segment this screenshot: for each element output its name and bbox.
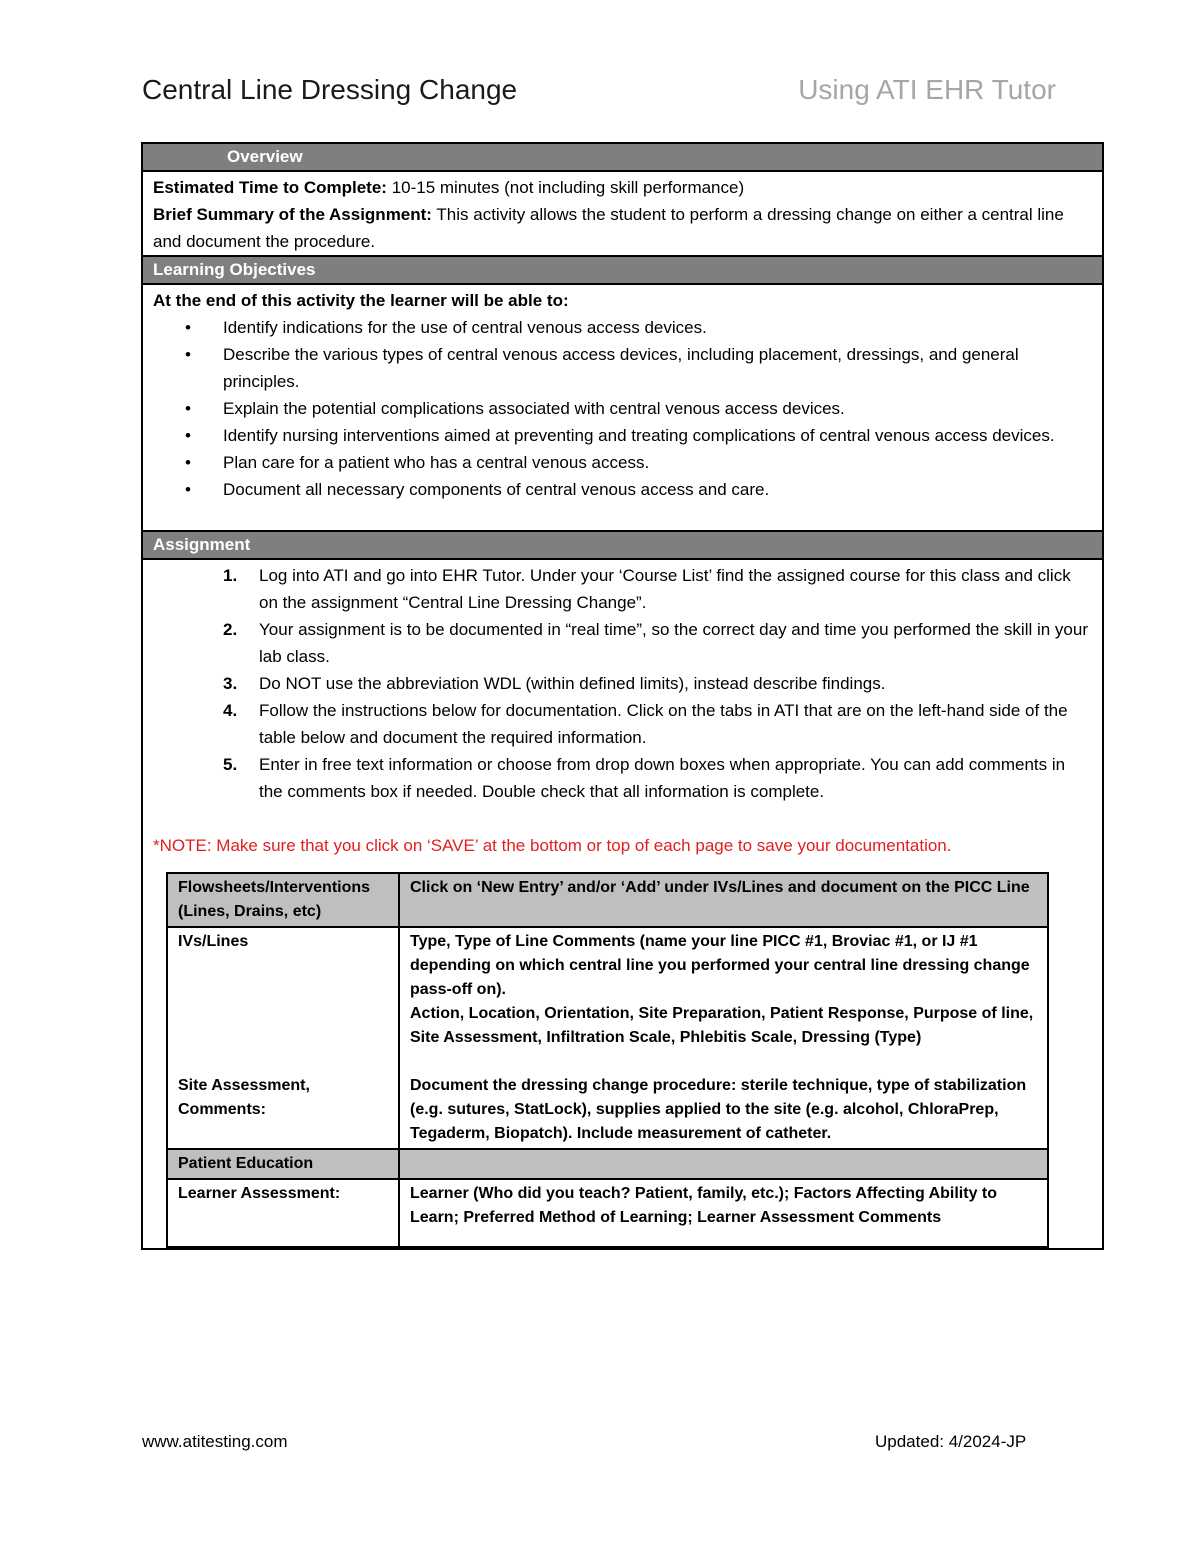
footer-updated: Updated: 4/2024-JP: [875, 1432, 1027, 1451]
save-note: *NOTE: Make sure that you click on ‘SAVE’ at the bottom or top of each page to save your documentation.: [153, 836, 952, 855]
patient-education-label: Patient Education: [167, 1149, 399, 1179]
table-row: [167, 1149, 1048, 1179]
objective-item: • Document all necessary components of central venous access and care.: [223, 476, 1092, 503]
assignment-step: Log into ATI and go into EHR Tutor. Under your ‘Course List’ find the assigned course for this class and click on the assignment “Central Line Dressing Change”.: [259, 566, 1071, 612]
documentation-table: [166, 872, 1049, 1248]
footer-website: www.atitesting.com: [142, 1432, 288, 1451]
assignment-step: Your assignment is to be documented in “real time”, so the correct day and time you performed the skill in your lab class.: [259, 620, 1088, 666]
header-left-cell: Flowsheets/Interventions (Lines, Drains, etc): [167, 873, 399, 927]
learner-assessment-text: Learner (Who did you teach? Patient, family, etc.); Factors Affecting Ability to Learn; Preferred Method of Learning; Learner Assessment Comments: [399, 1179, 1048, 1247]
document-title: Central Line Dressing Change: [142, 74, 518, 105]
ivs-lines-text-2: Action, Location, Orientation, Site Preparation, Patient Response, Purpose of line, Site Assessment, Infiltration Scale, Phlebitis Scale, Dressing (Type): [410, 1005, 1034, 1046]
site-assessment-text: Document the dressing change procedure: sterile technique, type of stabilization (e.g. sutures, StatLock), supplies applied to the site (e.g. alcohol, ChloraPrep, Tegaderm, Biopatch). Include measurement of catheter.: [410, 1077, 1027, 1142]
objective-item: • Explain the potential complications associated with central venous access devices.: [223, 395, 1092, 422]
assignment-step: Do NOT use the abbreviation WDL (within defined limits), instead describe findings.: [259, 674, 886, 693]
learning-objectives-section: [143, 285, 1102, 530]
objective-item: • Identify nursing interventions aimed at preventing and treating complications of central venous access devices.: [223, 422, 1092, 449]
ivs-lines-instructions-cell: [399, 927, 1048, 1149]
patient-education-empty-cell: [399, 1149, 1048, 1179]
estimated-time-value: 10-15 minutes (not including skill performance): [391, 178, 745, 197]
assignment-steps: [153, 562, 1092, 805]
assignment-section: [143, 560, 1102, 859]
document-subtitle: Using ATI EHR Tutor: [798, 74, 1056, 105]
estimated-time-label: Estimated Time to Complete:: [153, 178, 387, 197]
estimated-time: [153, 174, 1092, 201]
assignment-table: [141, 142, 1104, 1250]
ivs-lines-label: IVs/Lines: [178, 933, 249, 950]
brief-summary: [153, 201, 1092, 255]
table-header-row: [167, 873, 1048, 927]
objective-item: • Identify indications for the use of central venous access devices.: [223, 314, 1092, 341]
learner-assessment-label: Learner Assessment:: [167, 1179, 399, 1247]
overview-section: [143, 172, 1102, 255]
assignment-step: Enter in free text information or choose from drop down boxes when appropriate. You can add comments in the comments box if needed. Double check that all information is complete.: [259, 755, 1066, 801]
site-assessment-label: Site Assessment, Comments:: [178, 1077, 310, 1118]
overview-heading: Overview: [143, 144, 1102, 172]
ivs-lines-cell: [167, 927, 399, 1149]
objectives-intro: At the end of this activity the learner will be able to:: [153, 291, 569, 310]
assignment-step: Follow the instructions below for documentation. Click on the tabs in ATI that are on the left-hand side of the table below and document the required information.: [259, 701, 1068, 747]
header-right-cell: Click on ‘New Entry’ and/or ‘Add’ under IVs/Lines and document on the PICC Line: [399, 873, 1048, 927]
objective-item: • Plan care for a patient who has a central venous access.: [223, 449, 1092, 476]
brief-summary-label: Brief Summary of the Assignment:: [153, 205, 432, 224]
objective-item: • Describe the various types of central venous access devices, including placement, dressings, and general principles.: [223, 341, 1092, 395]
ivs-lines-text-1: Type, Type of Line Comments (name your line PICC #1, Broviac #1, or IJ #1 depending on which central line you performed your central line dressing change pass-off on).: [410, 933, 1030, 998]
learning-objectives-heading: Learning Objectives: [143, 255, 1102, 285]
brief-summary-value: This activity allows the student to perform a dressing change on either a central line and document the procedure.: [153, 205, 1064, 251]
table-row: [167, 927, 1048, 1149]
table-row: [167, 1179, 1048, 1247]
assignment-heading: Assignment: [143, 530, 1102, 560]
objectives-list: [153, 314, 1092, 503]
